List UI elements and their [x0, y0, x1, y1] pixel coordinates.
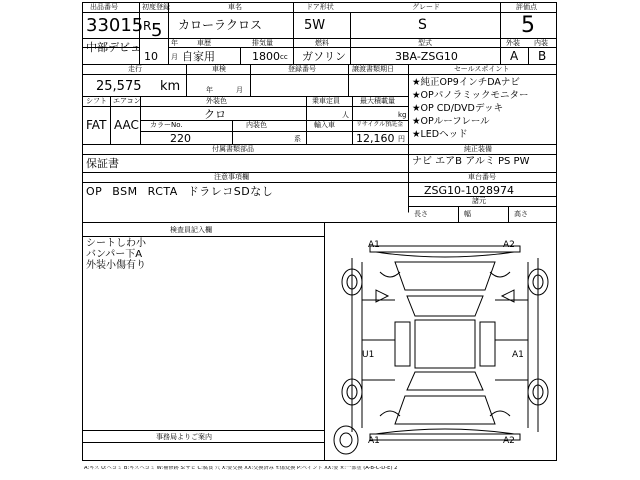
equipment: ナビ エアB アルミ PS PW: [412, 156, 530, 167]
chassis-number: ZSG10-1028974: [424, 184, 514, 197]
damage-mark: U1: [362, 350, 375, 360]
inspector-note: シートしわ小: [86, 238, 146, 249]
max-load-label: 最大積載量: [360, 97, 395, 105]
inspector-label: 検査員記入欄: [170, 226, 212, 234]
height-label: 高さ: [514, 210, 528, 218]
lot-number: 33015: [86, 15, 144, 36]
model-code-label: 型式: [418, 39, 432, 47]
office-label: 事務局よりご案内: [156, 433, 212, 441]
documents-label: 付属書類部品: [212, 145, 254, 153]
first-reg-month: 10: [144, 50, 158, 63]
color-no: 220: [170, 132, 191, 145]
interior-color-label: 内装色: [246, 121, 267, 129]
dims-label: 諸元: [472, 197, 486, 205]
fuel-label: 燃料: [315, 39, 329, 47]
reg-no-label: 登録番号: [288, 65, 316, 73]
inspection-label: 車検: [212, 65, 226, 73]
max-load-unit: kg: [398, 111, 407, 119]
shift-label: シフト: [86, 97, 107, 105]
body-type-label: ドア形状: [306, 3, 334, 11]
import-label: 輸入車: [314, 121, 335, 129]
lot-number-label: 出品番号: [90, 3, 118, 11]
inspector-note: バンパー下A: [86, 249, 143, 260]
score: 5: [521, 13, 535, 38]
mileage: 25,575: [96, 79, 142, 94]
first-reg-year: 5: [151, 20, 163, 41]
recycle-status-label: 譲渡書類期日: [352, 65, 394, 73]
color-label: 外装色: [206, 97, 227, 105]
month-unit: 月: [171, 53, 178, 61]
displacement: 1800: [252, 50, 280, 63]
notes-label: 注意事項欄: [214, 173, 249, 181]
mileage-label: 走行: [128, 65, 142, 73]
capacity-unit: 人: [342, 111, 349, 119]
interior-grade-label: 内装: [534, 39, 548, 47]
displacement-unit: cc: [280, 53, 288, 61]
legend: A:キズ U:ヘコミ B:キズヘコミ W:補修跡 S:サビ C:腐食 穴 X:要交換 XX:交換済み Y:傷変換 P:ペイント XX:要 ×:一部塗 (A-B-C-D-E) 2: [84, 466, 398, 471]
damage-mark: A1: [512, 350, 524, 360]
sales-point: ★純正OP9インチDAナビ: [412, 77, 520, 88]
interior-color-unit: 系: [294, 135, 301, 143]
damage-mark: A1: [368, 240, 380, 250]
sales-point: ★OP CD/DVDデッキ: [412, 103, 504, 114]
grade-label: グレード: [412, 3, 440, 11]
capacity-label: 乗車定員: [312, 97, 340, 105]
ac-label: エアコン: [113, 97, 141, 105]
sales-points-label: セールスポイント: [454, 65, 510, 73]
grade: S: [418, 17, 427, 33]
color-no-label: カラーNo.: [150, 121, 183, 129]
recycle-fee: 12,160: [356, 132, 395, 145]
notes: OP BSM RCTA ドラレコSDなし: [86, 185, 274, 198]
first-reg-era: R: [143, 19, 152, 33]
equipment-label: 純正装備: [464, 145, 492, 153]
documents: 保証書: [86, 157, 119, 170]
mileage-unit: km: [160, 79, 181, 94]
interior-grade: B: [538, 49, 547, 63]
exterior-grade-label: 外装: [506, 39, 520, 47]
damage-mark: A1: [368, 436, 380, 446]
color: クロ: [204, 108, 226, 121]
body-type: 5W: [304, 18, 326, 33]
car-name-label: 車名: [228, 3, 242, 11]
score-label: 評価点: [516, 3, 537, 11]
fuel: ガソリン: [302, 50, 346, 63]
sales-point: ★LEDヘッド: [412, 129, 468, 140]
usage-label: 車歴: [197, 39, 211, 47]
sales-point: ★OPパノラミックモニター: [412, 90, 529, 101]
car-name: カローラクロス: [178, 18, 263, 32]
year-unit: 年: [171, 39, 178, 47]
model-debut: 中部デビュ: [86, 41, 141, 54]
recycle-fee-label: リサイクル預託金: [356, 121, 404, 128]
inspection-month-unit: 月: [236, 86, 243, 94]
shift: FAT: [86, 118, 107, 132]
damage-mark: A2: [503, 240, 515, 250]
first-reg-label: 初度登録: [142, 3, 170, 11]
ac: AAC: [114, 118, 139, 132]
exterior-grade: A: [510, 49, 519, 63]
damage-mark: A2: [503, 436, 515, 446]
width-label: 幅: [464, 210, 471, 218]
recycle-unit: 円: [398, 135, 405, 143]
inspector-note: 外装小傷有り: [86, 260, 146, 271]
inspection-year-unit: 年: [206, 86, 213, 94]
model-code: 3BA-ZSG10: [395, 50, 458, 63]
usage: 自家用: [182, 50, 215, 63]
length-label: 長さ: [414, 210, 428, 218]
chassis-label: 車台番号: [468, 173, 496, 181]
sales-point: ★OPルーフレール: [412, 116, 490, 127]
displacement-label: 排気量: [252, 39, 273, 47]
